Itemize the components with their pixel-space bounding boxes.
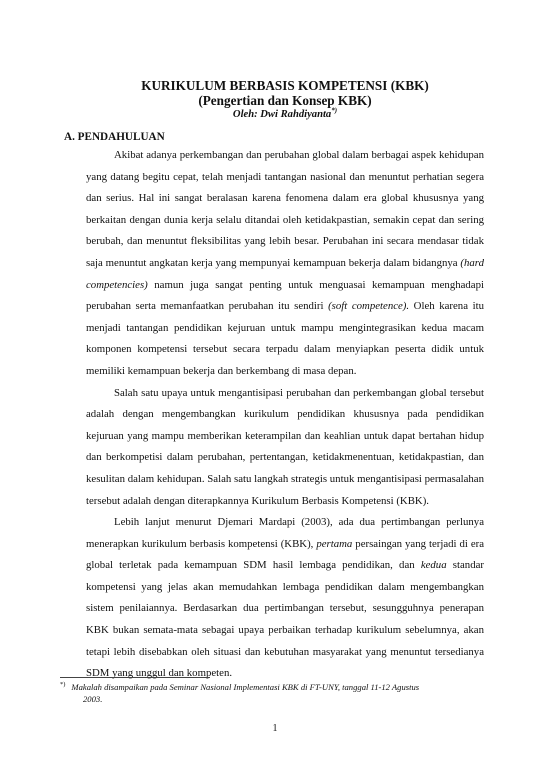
paragraph-1-text-a: Akibat adanya perkembangan dan perubahan global dalam berbagai aspek kehidupan yang datang begitu cepat, telah menjadi tantangan nasional dan menuntut perhatian segera dan serius. Hal ini sangat beralasan karena fenomena dalam era global khususnya yang berkaitan dengan dunia kerja selalu ditandai oleh ketidakpastian, semakin cepat dan sering berubah, dan menuntut fleksibilitas yang lebih besar. Perubahan ini secara mendasar tidak saja menuntut angkatan kerja yang mempunyai kemampuan bekerja dalam bidangnya	[86, 149, 484, 269]
footnote-text-line1: Makalah disampaikan pada Seminar Nasional Implementasi KBK di FT-UNY, tanggal 11-12 Agustus	[71, 682, 420, 692]
document-title: KURIKULUM BERBASIS KOMPETENSI (KBK)	[141, 78, 429, 93]
paragraph-1	[86, 145, 484, 383]
paragraph-3	[86, 512, 484, 685]
footnote-divider	[60, 677, 210, 678]
document-subtitle: (Pengertian dan Konsep KBK)	[198, 93, 372, 108]
paragraph-3-text-a: Lebih lanjut menurut Djemari Mardapi (2003), ada dua pertimbangan perlunya menerapkan kurikulum berbasis kompetensi (KBK),	[86, 516, 484, 550]
paragraph-3-italic-a: pertama	[316, 537, 353, 550]
footnote-mark: *)	[60, 681, 66, 689]
footnote	[60, 682, 492, 705]
author-name: Oleh: Dwi Rahdiyanta	[232, 109, 332, 120]
author-line	[86, 108, 484, 122]
paragraph-1-italic-b: (soft competence).	[328, 300, 410, 313]
paragraph-1-text-b: namun juga sangat penting untuk menguasai kemampuan menghadapi perubahan serta memanfaatkan perubahan itu sendiri	[86, 278, 484, 313]
paragraph-3-text-c: standar kompetensi yang jelas akan memudahkan lembaga pendidikan dalam mengembangkan sistem penilaiannya. Berdasarkan dua pertimbangan tersebut, sesungguhnya penerapan KBK bukan semata-mata sebagai upaya perbaikan terhadap kurikulum sebelumnya, akan tetapi lebih disebabkan oleh situasi dan kebutuhan masyarakat yang menuntut tersedianya SDM yang unggul dan kompeten.	[86, 559, 484, 680]
paragraph-1-text-c: Oleh karena itu menjadi tantangan pendidikan kejuruan untuk mampu mengintegrasikan kedua macam komponen kompetensi tersebut secara terpadu dalam menyiapkan peserta didik untuk memiliki kemampuan bekerja dan berkembang di masa depan.	[86, 300, 484, 377]
page-number: 1	[272, 723, 278, 734]
paragraph-2: Salah satu upaya untuk mengantisipasi perubahan dan perkembangan global tersebut adalah dengan mengembangkan kurikulum pendidikan khususnya pada pendidikan kejuruan yang mampu memberikan keterampilan dan keahlian untuk dapat bertahan hidup dan berkompetisi dalam perubahan, pertentangan, ketidakmenentuan, ketidakpastian, dan kesulitan dalam kehidupan. Salah satu langkah strategis untuk mengantisipasi permasalahan tersebut adalah dengan diterapkannya Kurikulum Berbasis Kompetensi (KBK).	[86, 386, 484, 507]
author-footnote-mark: *)	[331, 106, 338, 115]
paragraph-1-italic-a: (hard competencies)	[86, 256, 484, 291]
paragraph-3-italic-b: kedua	[420, 559, 447, 572]
paragraph-3-text-b: persaingan yang terjadi di era global terletak pada kemampuan SDM hasil lembaga pendidikan, dan	[86, 537, 484, 572]
section-heading: A. PENDAHULUAN	[64, 131, 165, 143]
footnote-text-line2: 2003.	[83, 693, 103, 704]
